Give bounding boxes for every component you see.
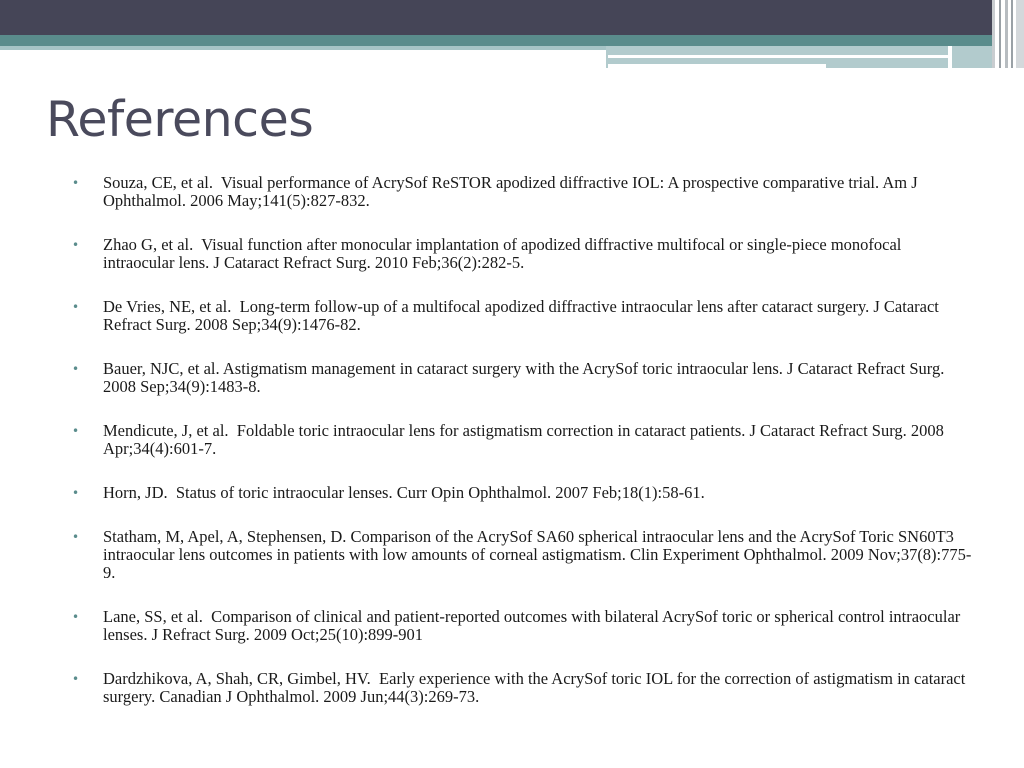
bullet-icon: • bbox=[72, 424, 80, 438]
reference-item bbox=[72, 670, 972, 706]
bullet-icon: • bbox=[72, 610, 80, 624]
reference-text: Statham, M, Apel, A, Stephensen, D. Comparison of the AcrySof SA60 spherical intraocular lens and the AcrySof Toric SN60T3 intraocular lens outcomes in patients with low amounts of corneal astigmatism. Clin Experiment Ophthalmol. 2009 Nov;37(8):775-9. bbox=[103, 527, 972, 582]
header-right-gap bbox=[948, 46, 952, 68]
reference-text: Horn, JD. Status of toric intraocular lenses. Curr Opin Ophthalmol. 2007 Feb;18(1):58-61. bbox=[103, 483, 705, 502]
header-accent-band bbox=[0, 35, 1024, 46]
reference-text: Bauer, NJC, et al. Astigmatism management in cataract surgery with the AcrySof toric intraocular lens. J Cataract Refract Surg. 2008 Sep;34(9):1483-8. bbox=[103, 359, 949, 396]
reference-item bbox=[72, 236, 972, 272]
reference-item bbox=[72, 528, 972, 582]
header-right-line bbox=[608, 64, 826, 68]
reference-text: Mendicute, J, et al. Foldable toric intraocular lens for astigmatism correction in cataract patients. J Cataract Refract Surg. 2008 Apr;34(4):601-7. bbox=[103, 421, 948, 458]
reference-item bbox=[72, 174, 972, 210]
slide-title: References bbox=[46, 91, 314, 148]
reference-item bbox=[72, 360, 972, 396]
header-right-line bbox=[608, 55, 948, 58]
bullet-icon: • bbox=[72, 672, 80, 686]
reference-item bbox=[72, 298, 972, 334]
reference-item bbox=[72, 422, 972, 458]
bullet-icon: • bbox=[72, 362, 80, 376]
header-band bbox=[0, 0, 1024, 35]
reference-item bbox=[72, 608, 972, 644]
reference-text: Zhao G, et al. Visual function after monocular implantation of apodized diffractive multifocal or single-piece monofocal intraocular lens. J Cataract Refract Surg. 2010 Feb;36(2):282-5. bbox=[103, 235, 906, 272]
reference-text: De Vries, NE, et al. Long-term follow-up of a multifocal apodized diffractive intraocular lens after cataract surgery. J Cataract Refract Surg. 2008 Sep;34(9):1476-82. bbox=[103, 297, 944, 334]
bullet-icon: • bbox=[72, 176, 80, 190]
reference-text: Souza, CE, et al. Visual performance of AcrySof ReSTOR apodized diffractive IOL: A prospective comparative trial. Am J Ophthalmol. 2006 May;141(5):827-832. bbox=[103, 173, 922, 210]
bullet-icon: • bbox=[72, 486, 80, 500]
bullet-icon: • bbox=[72, 300, 80, 314]
header-stripe bbox=[1016, 0, 1024, 68]
reference-text: Dardzhikova, A, Shah, CR, Gimbel, HV. Early experience with the AcrySof toric IOL for the correction of astigmatism in cataract surgery. Canadian J Ophthalmol. 2009 Jun;44(3):269-73. bbox=[103, 669, 970, 706]
bullet-icon: • bbox=[72, 530, 80, 544]
reference-list bbox=[72, 174, 972, 732]
bullet-icon: • bbox=[72, 238, 80, 252]
reference-item bbox=[72, 484, 972, 502]
reference-text: Lane, SS, et al. Comparison of clinical and patient-reported outcomes with bilateral AcrySof toric or spherical control intraocular lenses. J Refract Surg. 2009 Oct;25(10):899-901 bbox=[103, 607, 965, 644]
